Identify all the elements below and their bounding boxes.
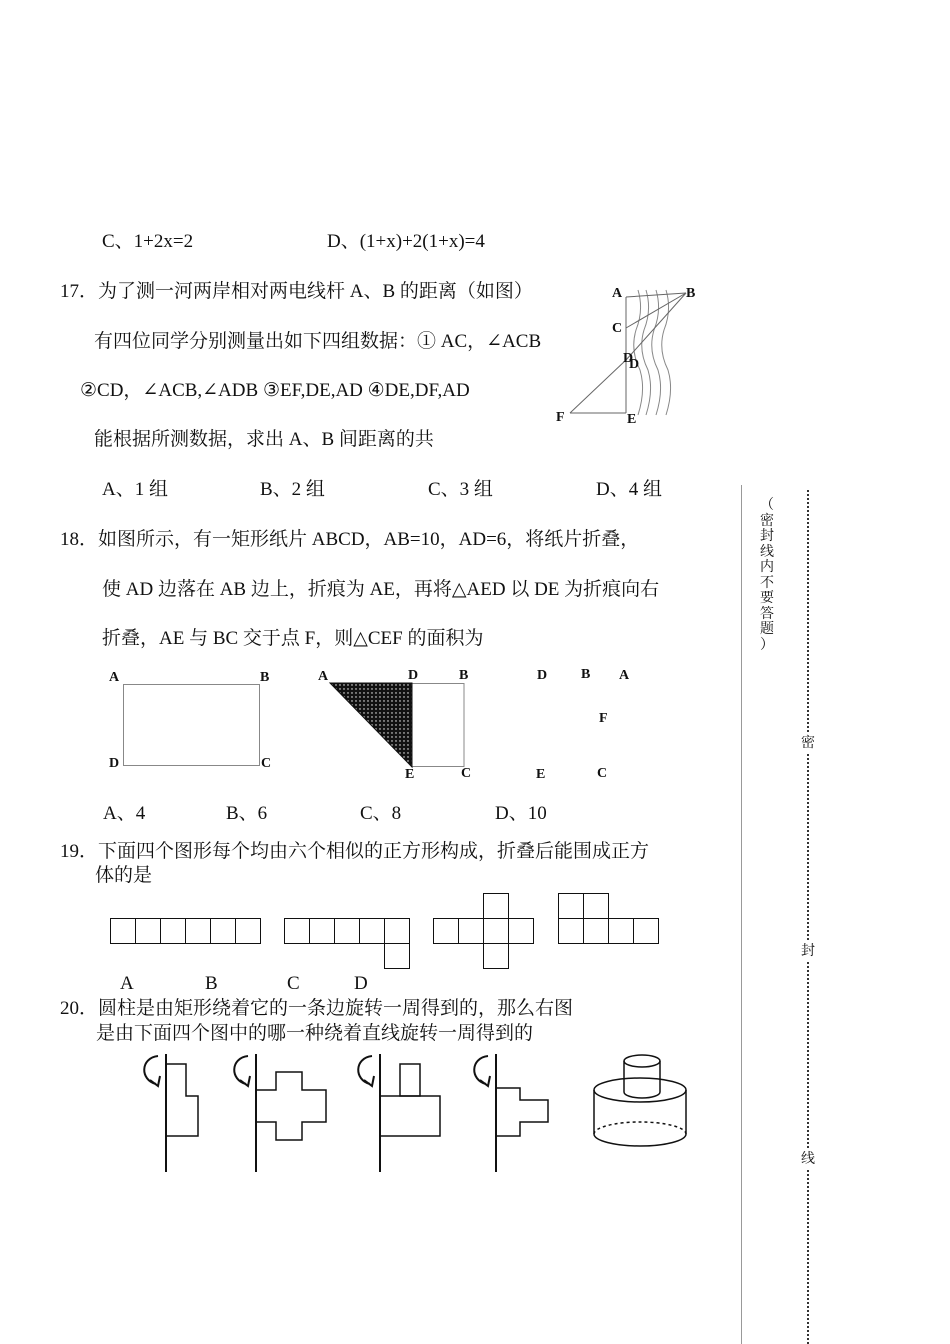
- q18-fig3-label-d: D: [537, 668, 548, 683]
- q19-label-d: D: [354, 973, 368, 994]
- q18-fig3-label-f: F: [599, 711, 608, 726]
- q18-fig2-label-a: A: [318, 669, 329, 684]
- q19-label-b: B: [205, 973, 218, 994]
- q17-line4: 能根据所测数据，求出 A、B 间距离的共: [94, 429, 434, 450]
- q18-fig3-label-b: B: [581, 667, 591, 682]
- q18-fig3-label-a: A: [619, 668, 630, 683]
- q20-line1: 20．圆柱是由矩形绕着它的一条边旋转一周得到的，那么右图: [60, 998, 574, 1019]
- q16-option-c: C、1+2x=2: [102, 231, 194, 252]
- q17-label-e: E: [627, 412, 637, 427]
- q18-option-b: B、6: [226, 803, 268, 824]
- q18-option-d: D、10: [495, 803, 547, 824]
- q19-label-c: C: [287, 973, 300, 994]
- q20-figure-c: [352, 1050, 444, 1174]
- q19-net-a: [110, 918, 262, 946]
- seal-char-xian: 线: [801, 1148, 815, 1168]
- q18-fig2-label-b: B: [459, 668, 469, 683]
- q17-label-d2: D: [629, 357, 640, 372]
- q18-line1: 18．如图所示，有一矩形纸片 ABCD，AB=10，AD=6，将纸片折叠，: [60, 529, 640, 550]
- q18-fig3-label-c: C: [597, 766, 608, 781]
- q20-figure-b: [228, 1050, 328, 1174]
- q19-net-b: [284, 918, 412, 970]
- q19-net-c: [433, 893, 537, 971]
- seal-note: （ 密 封 线 内 不 要 答 题 ）: [760, 497, 774, 653]
- q20-line2: 是由下面四个图中的哪一种绕着直线旋转一周得到的: [96, 1023, 534, 1044]
- q18-line3: 折叠，AE 与 BC 交于点 F，则△CEF 的面积为: [102, 628, 484, 649]
- q18-fig2-label-e: E: [405, 767, 415, 782]
- q18-figure-1: [123, 684, 263, 768]
- q18-fig1-label-c: C: [261, 756, 272, 771]
- q18-fig1-label-a: A: [109, 670, 120, 685]
- q17-line1: 17．为了测一河两岸相对两电线杆 A、B 的距离（如图）: [60, 281, 533, 302]
- q17-option-d: D、4 组: [596, 479, 662, 500]
- q17-label-b: B: [686, 286, 696, 301]
- q18-option-a: A、4: [103, 803, 146, 824]
- q17-label-f: F: [556, 410, 565, 425]
- q18-fig2-label-d: D: [408, 668, 419, 683]
- margin-line: [741, 485, 742, 1344]
- q17-label-a: A: [612, 286, 623, 301]
- q17-line2: 有四位同学分别测量出如下四组数据：① AC，∠ACB: [94, 331, 542, 352]
- q17-option-c: C、3 组: [428, 479, 493, 500]
- q16-option-d: D、(1+x)+2(1+x)=4: [327, 231, 485, 252]
- q19-line1: 19．下面四个图形每个均由六个相似的正方形构成，折叠后能围成正方: [60, 841, 650, 862]
- q20-figure-a: [138, 1050, 208, 1174]
- q18-fig2-label-c: C: [461, 766, 472, 781]
- q18-figure-2: [330, 683, 470, 773]
- q20-solid-figure: [590, 1050, 700, 1154]
- seal-char-feng: 封: [801, 940, 815, 960]
- q17-option-b: B、2 组: [260, 479, 325, 500]
- q19-label-a: A: [120, 973, 134, 994]
- seal-char-mi: 密: [801, 732, 815, 752]
- q18-fig3-label-e: E: [536, 767, 546, 782]
- q19-net-d: [558, 893, 662, 947]
- q20-figure-d: [468, 1050, 552, 1174]
- q18-fig1-label-d: D: [109, 756, 120, 771]
- q18-line2: 使 AD 边落在 AB 边上，折痕为 AE，再将△AED 以 DE 为折痕向右: [102, 579, 660, 600]
- q17-label-d1: D: [623, 351, 634, 366]
- seal-dotted-line: [807, 490, 809, 1344]
- q18-option-c: C、8: [360, 803, 402, 824]
- q17-option-a: A、1 组: [102, 479, 168, 500]
- q18-fig1-label-b: B: [260, 670, 270, 685]
- q19-line2: 体的是: [95, 865, 153, 886]
- q17-line3: ②CD，∠ACB,∠ADB ③EF,DE,AD ④DE,DF,AD: [80, 380, 470, 401]
- q17-label-c: C: [612, 321, 623, 336]
